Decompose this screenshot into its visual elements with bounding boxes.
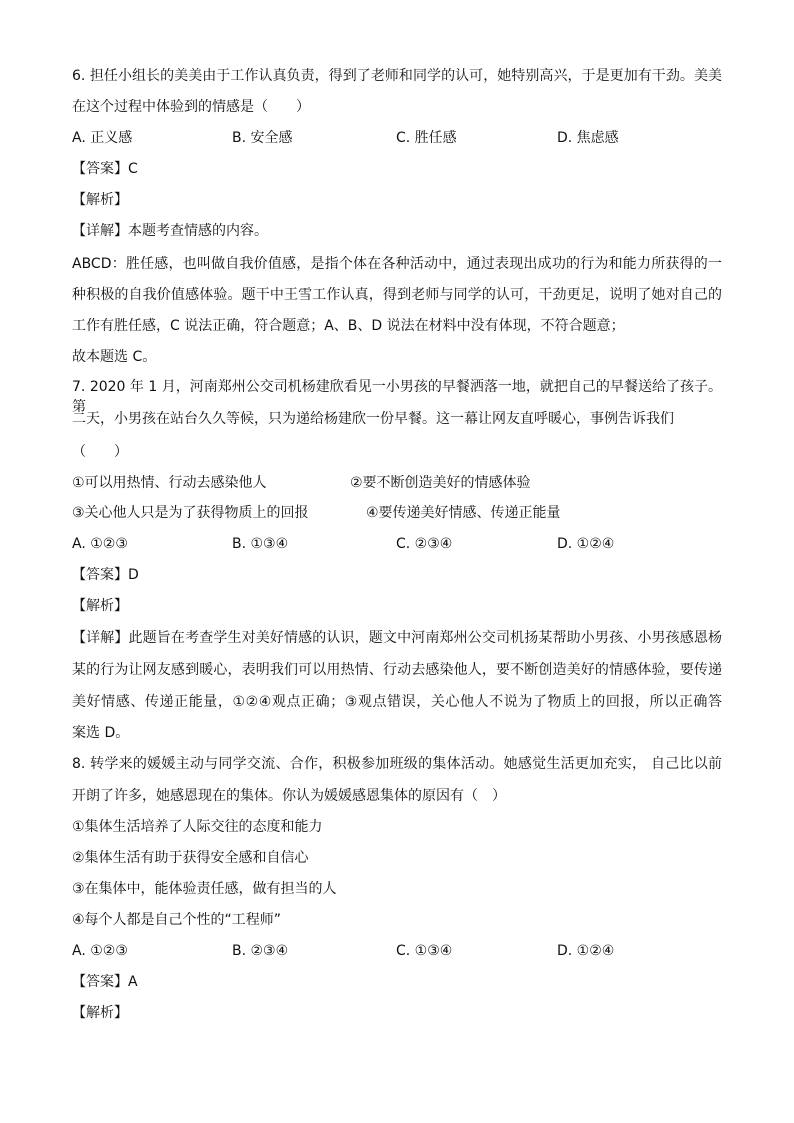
q7-option-c: C. ②③④ (396, 536, 453, 552)
q7-detail-line-2: 某的行为让网友感到暖心，表明我们可以用热情、行动去感染他人，要不断创造美好的情感体验，要传递 (72, 662, 722, 678)
q6-option-a: A. 正义感 (72, 130, 133, 146)
q6-stem-line-2: 在这个过程中体验到的情感是（ ） (72, 99, 310, 115)
q6-stem-line-1: 6. 担任小组长的美美由于工作认真负责，得到了老师和同学的认可，她特别高兴，于是更加有干劲。美美 (72, 68, 722, 84)
q8-stem-line-2: 开朗了许多，她感恩现在的集体。你认为媛媛感恩集体的原因有（ ） (72, 788, 506, 804)
q8-stem-line-1: 8. 转学来的媛媛主动与同学交流、合作，积极参加班级的集体活动。她感觉生活更加充实， 自己比以前 (72, 756, 722, 772)
q7-stem-line-2: 二天，小男孩在站台久久等候，只为递给杨建欣一份早餐。这一幕让网友直呼暖心，事例告诉我们 (72, 411, 674, 427)
q7-detail-line-4: 案选 D。 (72, 725, 130, 741)
q7-option-a: A. ①②③ (72, 536, 128, 552)
q6-detail-line-1: 【详解】本题考查情感的内容。 (72, 223, 268, 239)
q7-stem-line-1: 7. 2020 年 1 月，河南郑州公交司机杨建欣看见一小男孩的早餐洒落一地，就把自己的早餐送给了孩子。第 (72, 379, 722, 415)
q7-detail-line-3: 美好情感、传递正能量，①②④观点正确；③观点错误，关心他人不说为了物质上的回报，所以正确答 (72, 694, 722, 710)
q8-option-d: D. ①②④ (557, 943, 615, 959)
q8-option-a: A. ①②③ (72, 943, 128, 959)
q6-detail-line-2: ABCD：胜任感，也叫做自我价值感，是指个体在各种活动中，通过表现出成功的行为和能力所获得的一 (72, 256, 722, 272)
q6-option-d: D. 焦虑感 (557, 130, 619, 146)
q7-statement-1: ①可以用热情、行动去感染他人 (72, 475, 267, 491)
q7-statement-4: ④要传递美好情感、传递正能量 (366, 505, 561, 521)
q6-detail-line-5: 故本题选 C。 (72, 349, 157, 365)
q7-statement-2: ②要不断创造美好的情感体验 (350, 475, 531, 491)
q7-statement-3: ③关心他人只是为了获得物质上的回报 (72, 505, 309, 521)
q7-option-b: B. ①③④ (232, 536, 289, 552)
q6-option-b: B. 安全感 (232, 130, 293, 146)
q8-statement-3: ③在集体中，能体验责任感，做有担当的人 (72, 881, 337, 897)
q7-answer: 【答案】D (72, 567, 139, 583)
q8-option-b: B. ②③④ (232, 943, 289, 959)
q7-option-d: D. ①②④ (557, 536, 615, 552)
q6-detail-line-4: 工作有胜任感，C 说法正确，符合题意；A、B、D 说法在材料中没有体现，不符合题意； (72, 318, 625, 334)
q7-analysis-label: 【解析】 (72, 598, 128, 614)
q7-detail-line-1: 【详解】此题旨在考查学生对美好情感的认识，题文中河南郑州公交司机扬某帮助小男孩、小男孩感恩杨 (72, 630, 722, 646)
q8-statement-1: ①集体生活培养了人际交往的态度和能力 (72, 819, 323, 835)
q7-stem-line-3: （ ） (72, 444, 128, 460)
q8-statement-2: ②集体生活有助于获得安全感和自信心 (72, 850, 309, 866)
q6-answer: 【答案】C (72, 161, 138, 177)
q8-answer: 【答案】A (72, 974, 138, 990)
q6-option-c: C. 胜任感 (396, 130, 457, 146)
q6-detail-line-3: 种积极的自我价值感体验。题干中王雪工作认真，得到老师与同学的认可，干劲更足，说明了她对自己的 (72, 287, 722, 303)
q8-statement-4: ④每个人都是自己个性的“工程师” (72, 912, 282, 928)
q8-option-c: C. ①③④ (396, 943, 453, 959)
q6-analysis-label: 【解析】 (72, 192, 128, 208)
q8-analysis-label: 【解析】 (72, 1005, 128, 1021)
